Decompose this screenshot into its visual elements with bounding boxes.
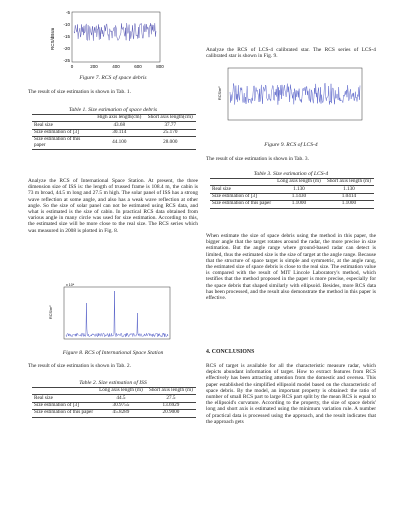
table-cell: 30.9755 xyxy=(96,402,146,409)
table-cell: 44.100 xyxy=(94,137,145,150)
table-cell: 45.8289 xyxy=(96,410,146,417)
text-after-fig8: The result of size estimation is shown in Tab. 2. xyxy=(28,363,131,369)
text-after-fig9: The result of size estimation is shown in Tab. 3. xyxy=(206,156,309,162)
table2-caption: Table 2. Size estimation of ISS xyxy=(79,380,147,386)
paragraph-lcs: Analyze the RCS of LCS-4 calibrated star. The RCS series of LCS-4 calibrated star is shown in Fig. 9. xyxy=(206,47,376,60)
text-after-fig7: The result of size estimation is shown in Tab. 1. xyxy=(28,89,131,95)
fig8-series-line xyxy=(66,291,168,337)
table1-header: Short axis length(cm) xyxy=(145,115,196,122)
fig9-ylabel: RCS/m² xyxy=(218,86,222,100)
section-heading: 4. CONCLUSIONS xyxy=(206,349,255,355)
table-cell: Real size xyxy=(210,186,274,193)
table-cell: Size estimation of [3] xyxy=(32,402,96,409)
fig9-series-line xyxy=(230,83,360,105)
table3-header: Short axis length (m) xyxy=(324,179,374,186)
figure-7-plot xyxy=(50,10,170,72)
table-cell: Size estimation of [3] xyxy=(210,193,274,200)
table-cell: Size estimation of this paper xyxy=(32,410,96,417)
fig7-xtick: 800 xyxy=(156,64,164,69)
table-cell: 1.130 xyxy=(274,186,324,193)
table1-header xyxy=(32,115,94,122)
table1-caption: Table 1. Size estimation of space debris xyxy=(68,107,158,113)
table-cell: 43.68 xyxy=(94,122,145,129)
table-cell: Real size xyxy=(32,395,96,402)
figure-8-caption: Figure 8. RCS of International Space Station xyxy=(62,350,164,356)
table2-header xyxy=(32,388,96,395)
fig7-xticks xyxy=(71,64,165,69)
table-2 xyxy=(32,387,196,418)
table-cell: 20.9000 xyxy=(146,410,196,417)
table-cell: 1.1430 xyxy=(274,193,324,200)
table3-header: Long axis length (m) xyxy=(274,179,324,186)
fig7-yticks xyxy=(63,10,70,63)
table-cell: 1.130 xyxy=(324,186,374,193)
fig8-scale-label: x 10⁴ xyxy=(66,283,75,287)
table-cell: 25.170 xyxy=(145,129,196,136)
fig7-ytick: -5 xyxy=(65,10,70,15)
fig7-xtick: 400 xyxy=(112,64,120,69)
table-cell: Real size xyxy=(32,122,94,129)
fig7-ytick: -15 xyxy=(63,34,70,39)
table-cell: Size estimation of this paper xyxy=(32,137,94,150)
table-cell: 13.6929 xyxy=(146,402,196,409)
fig7-ylabel: RCS/dBsm xyxy=(50,27,55,50)
table-cell: 28.000 xyxy=(145,137,196,150)
fig7-xtick: 600 xyxy=(134,64,142,69)
figure-7-caption: Figure 7. RCS of space debris xyxy=(79,75,147,81)
table3-caption: Table 3. Size estimation of LCS-4 xyxy=(253,171,329,177)
fig7-xtick: 200 xyxy=(90,64,98,69)
paragraph-iss: Analyze the RCS of International Space Station. At present, the three dimension size of ISS is: the length of trussed frame is 108.4 m, the cabin is 73 m broad, 44.5 m long and 27.5 m high. The solar panel of ISS has a strong wave reflection at some angle, and also has a weak wave reflection at other angle. So the size of solar panel can not be estimated using RCS data, and what is estimated is the size of cabin. In practical RCS data obtained from various angle in many circle was used for size estimation. According to this, the estimated size will be more close to the real size. The RCS series which was measured in 2008 is plotted in Fig. 8. xyxy=(28,178,198,234)
fig7-ytick: -10 xyxy=(63,22,70,27)
fig7-ytick: -25 xyxy=(63,58,70,63)
table-cell: Size estimation of [3] xyxy=(32,129,94,136)
table-row xyxy=(32,137,196,150)
table2-header: Long axis length (m) xyxy=(96,388,146,395)
figure-9-caption: Figure 9. RCS of LCS-4 xyxy=(264,142,318,148)
table-3 xyxy=(210,178,374,209)
paragraph-method: When estimate the size of space debris using the method in this paper, the bigger angle that the target rotates around the radar, the more precise in size estimation. But the angle range where ground-based radar can detect is limited, thus the estimated size is the size of target at the angle range. Because that the structure of space target is simple and symmetric, at the angle rang, the estimated size of space debris is close to the real size. The estimation value is compared with the result of MIT Lincole Laboratory's method, which testifies that the method proposed in the paper is more precise, especially for the space debris that shaped similarly with ellipsoid. Besides, more RCS data has been processed, and the result also demonstrate the method in this paper is effective. xyxy=(206,233,376,302)
table-cell: 27.5 xyxy=(146,395,196,402)
table-row xyxy=(210,201,374,208)
table1-header: High axis length(cm) xyxy=(94,115,145,122)
table-cell: 30.114 xyxy=(94,129,145,136)
fig7-ytick: -20 xyxy=(63,46,70,51)
table-cell: 44.5 xyxy=(96,395,146,402)
table3-header xyxy=(210,179,274,186)
table-cell: 37.77 xyxy=(145,122,196,129)
table-1 xyxy=(32,114,196,150)
table-cell: Size estimation of this paper xyxy=(210,201,274,208)
fig7-series-line xyxy=(74,23,156,41)
fig7-xtick: 0 xyxy=(70,64,74,69)
table-cell: 1.1000 xyxy=(274,201,324,208)
table-cell: 1.1000 xyxy=(324,201,374,208)
figure-9-plot xyxy=(218,64,368,130)
paragraph-conclusions: RCS of target is available for all the characteristic measure radar, which depicts abundant information of target. How to extract features from RCS effectively has been attracting attention from the domestic and oversea. This paper established the simplified ellipsoid model based on the characteristic of space debris. By the model, an important property is obtained: the ratio of number of small RCS part to large RCS part split by the mean RCS is equal to the ellipsoid's curvature. According to the property, the size of space debris' long and short axis is estimated using the minimum variation rule. A number of practical data is processed using the approach, and the result indicates that the approach gets xyxy=(206,363,376,425)
table2-header: Short axis length (m) xyxy=(146,388,196,395)
table-row xyxy=(32,410,196,417)
table-cell: 1.0414 xyxy=(324,193,374,200)
fig8-ylabel: RCS/m² xyxy=(49,305,53,319)
figure-8-plot xyxy=(46,283,176,349)
